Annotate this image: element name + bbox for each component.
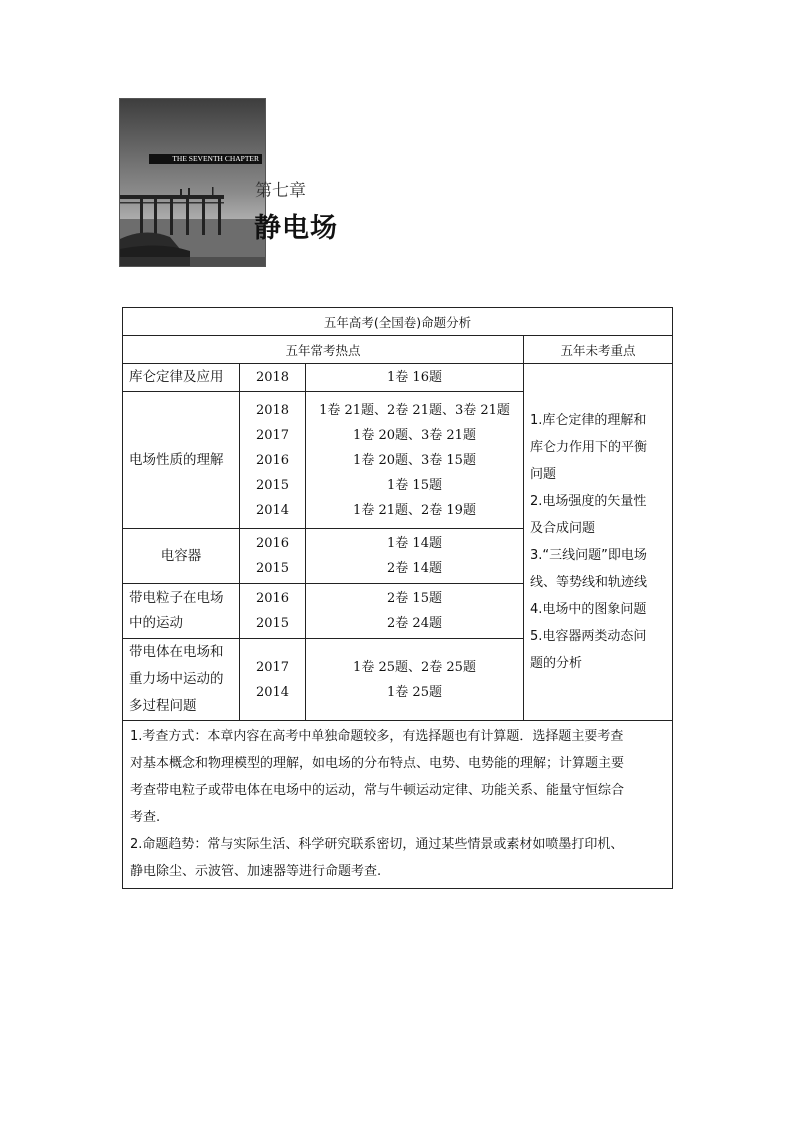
questions-cell xyxy=(306,584,524,639)
topic-line: 重力场中运动的 xyxy=(129,671,224,687)
table-header-row xyxy=(123,336,673,364)
focus-line: 题的分析 xyxy=(530,656,583,671)
focus-line: 及合成问题 xyxy=(530,521,596,536)
question-ref: 1卷 15题 xyxy=(387,477,442,493)
focus-line: 3.“三线问题”即电场 xyxy=(530,548,647,563)
questions-cell xyxy=(306,639,524,721)
note-line: 静电除尘、示波管、加速器等进行命题考查. xyxy=(130,864,382,879)
header-untested-focus: 五年未考重点 xyxy=(524,336,673,364)
year: 2015 xyxy=(255,561,290,576)
table-row xyxy=(123,364,673,392)
exam-analysis-table xyxy=(122,307,673,889)
question-ref: 1卷 14题 xyxy=(387,536,442,551)
topic-cell xyxy=(123,639,240,721)
chapter-number: 第七章 xyxy=(255,181,306,201)
question-ref: 1卷 25题、2卷 25题 xyxy=(353,659,476,675)
pier-illustration xyxy=(120,99,266,267)
question-ref: 1卷 20题、3卷 15题 xyxy=(353,452,476,468)
chapter-banner xyxy=(149,154,262,164)
note-line: 1.考查方式：本章内容在高考中单独命题较多，有选择题也有计算题．选择题主要考查 xyxy=(130,729,624,744)
year: 2016 xyxy=(255,536,290,551)
chapter-title: 静电场 xyxy=(254,213,338,244)
year: 2018 xyxy=(255,402,290,418)
focus-line: 5.电容器两类动态问 xyxy=(530,629,647,644)
table-title-row xyxy=(123,308,673,336)
questions-cell xyxy=(306,392,524,529)
note-line: 2.命题趋势：常与实际生活、科学研究联系密切，通过某些情景或素材如喷墨打印机、 xyxy=(130,837,624,852)
questions-cell xyxy=(306,364,524,392)
notes-cell xyxy=(123,721,673,889)
focus-line: 1.库仑定律的理解和 xyxy=(530,413,647,428)
year: 2016 xyxy=(255,452,290,468)
question-ref: 2卷 15题 xyxy=(387,591,442,606)
topic-cell xyxy=(123,529,240,584)
year: 2018 xyxy=(255,370,290,385)
note-line: 对基本概念和物理模型的理解，如电场的分布特点、电势、电势能的理解；计算题主要 xyxy=(130,756,625,771)
question-ref: 1卷 25题 xyxy=(387,684,442,700)
question-ref: 1卷 16题 xyxy=(387,370,442,385)
focus-line: 2.电场强度的矢量性 xyxy=(530,494,647,509)
table-title: 五年高考(全国卷)命题分析 xyxy=(123,308,673,336)
question-ref: 2卷 24题 xyxy=(387,616,442,631)
year: 2014 xyxy=(255,684,290,700)
year: 2015 xyxy=(255,616,290,631)
question-ref: 1卷 20题、3卷 21题 xyxy=(353,427,476,443)
topic-line: 电容器 xyxy=(160,547,202,564)
focus-line: 库仑力作用下的平衡 xyxy=(530,440,648,455)
note-line: 考查带电粒子或带电体在电场中的运动，常与牛顿运动定律、功能关系、能量守恒综合 xyxy=(130,783,625,798)
years-cell xyxy=(240,364,306,392)
untested-focus-cell xyxy=(524,364,673,721)
topic-cell xyxy=(123,392,240,529)
topic-cell xyxy=(123,584,240,639)
topic-line: 库仑定律及应用 xyxy=(129,369,224,385)
topic-line: 电场性质的理解 xyxy=(129,451,224,468)
notes-row xyxy=(123,721,673,889)
year: 2015 xyxy=(255,477,290,493)
question-ref: 2卷 14题 xyxy=(387,561,442,576)
header-hot-topics: 五年常考热点 xyxy=(123,336,524,364)
topic-line: 带电体在电场和 xyxy=(129,644,224,660)
years-cell xyxy=(240,584,306,639)
chapter-cover-photo xyxy=(119,98,266,267)
topic-line: 中的运动 xyxy=(129,615,183,631)
year: 2016 xyxy=(255,591,290,606)
focus-line: 问题 xyxy=(530,467,557,482)
questions-cell xyxy=(306,529,524,584)
focus-line: 4.电场中的图象问题 xyxy=(530,602,647,617)
chapter-banner-text: THE SEVENTH CHAPTER xyxy=(172,154,259,163)
years-cell xyxy=(240,639,306,721)
years-cell xyxy=(240,529,306,584)
topic-line: 带电粒子在电场 xyxy=(129,590,224,606)
focus-line: 线、等势线和轨迹线 xyxy=(530,575,648,590)
topic-cell xyxy=(123,364,240,392)
question-ref: 1卷 21题、2卷 21题、3卷 21题 xyxy=(319,402,510,418)
year: 2014 xyxy=(255,502,290,518)
year: 2017 xyxy=(255,427,290,443)
note-line: 考查. xyxy=(130,810,161,825)
question-ref: 1卷 21题、2卷 19题 xyxy=(353,502,476,518)
years-cell xyxy=(240,392,306,529)
topic-line: 多过程问题 xyxy=(129,698,197,714)
year: 2017 xyxy=(255,659,290,675)
